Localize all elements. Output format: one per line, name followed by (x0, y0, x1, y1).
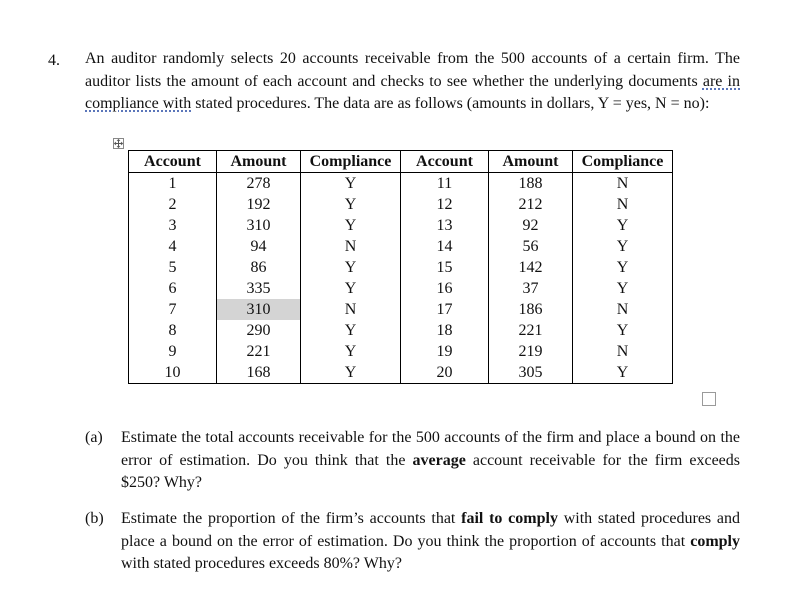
table-cell: Y (301, 278, 401, 299)
question-a (85, 427, 740, 495)
table-cell: 15 (401, 257, 489, 278)
table-cell: 14 (401, 236, 489, 257)
table-cell: N (573, 173, 673, 195)
table-cell: 219 (489, 341, 573, 362)
table-cell: Y (301, 215, 401, 236)
accounts-table (128, 150, 673, 384)
table-cell: Y (301, 362, 401, 384)
table-cell: 20 (401, 362, 489, 384)
table-cell: 37 (489, 278, 573, 299)
intro-text-1: An auditor randomly selects 20 accounts receivable from the 500 accounts of a certain firm. The auditor lists the amount of each account and checks to see whether the underlying documents (85, 50, 740, 90)
table-cell: Y (301, 257, 401, 278)
table-cell: 13 (401, 215, 489, 236)
table-cell: 290 (217, 320, 301, 341)
table-cell: Y (573, 320, 673, 341)
table-cell: 221 (489, 320, 573, 341)
question-b-text (121, 508, 740, 576)
table-cell: Y (573, 236, 673, 257)
table-move-handle-icon[interactable] (113, 138, 124, 149)
table-cell: 305 (489, 362, 573, 384)
table-cell: 94 (217, 236, 301, 257)
table-cell: 5 (129, 257, 217, 278)
question-b-label: (b) (85, 510, 104, 527)
table-cell: 6 (129, 278, 217, 299)
table-cell: N (301, 299, 401, 320)
table-cell: Y (573, 215, 673, 236)
question-b-text-3: with stated procedures exceeds 80%? Why? (121, 555, 402, 572)
table-cell: 212 (489, 194, 573, 215)
question-b-text-1: Estimate the proportion of the firm’s accounts that (121, 510, 462, 527)
table-cell: Y (573, 362, 673, 384)
table-cell: 17 (401, 299, 489, 320)
table-cell: 10 (129, 362, 217, 384)
header-account-1: Account (129, 151, 217, 173)
table-cell: N (573, 194, 673, 215)
table-cell: Y (301, 320, 401, 341)
table-cell: 2 (129, 194, 217, 215)
table-row (129, 173, 673, 195)
problem-number: 4. (48, 52, 60, 69)
table-cell: 12 (401, 194, 489, 215)
table-cell: 56 (489, 236, 573, 257)
table-cell: 4 (129, 236, 217, 257)
question-a-text-1: Estimate the total accounts receivable for the 500 accounts of the firm and place a bound on the error of estimation. Do you think that the (121, 429, 740, 469)
table-cell: 335 (217, 278, 301, 299)
table-cell: N (573, 341, 673, 362)
header-account-2: Account (401, 151, 489, 173)
question-a-text (121, 427, 740, 495)
question-b (85, 508, 740, 576)
table-cell: 1 (129, 173, 217, 195)
table-cell: 310 (217, 215, 301, 236)
header-compliance-2: Compliance (573, 151, 673, 173)
table-row (129, 362, 673, 384)
question-b-bold-comply: comply (690, 532, 740, 550)
table-cell: 18 (401, 320, 489, 341)
table-cell: 8 (129, 320, 217, 341)
header-compliance-1: Compliance (301, 151, 401, 173)
table-resize-handle[interactable] (702, 392, 716, 406)
table-cell: 86 (217, 257, 301, 278)
table-cell-selected[interactable]: 310 (217, 299, 301, 320)
table-row (129, 320, 673, 341)
table-cell: 192 (217, 194, 301, 215)
table-row (129, 215, 673, 236)
table-cell: 142 (489, 257, 573, 278)
table-cell: 168 (217, 362, 301, 384)
intro-text-2: stated procedures. The data are as follows (amounts in dollars, Y = yes, N = no): (191, 95, 710, 112)
table-cell: N (573, 299, 673, 320)
header-amount-2: Amount (489, 151, 573, 173)
table-row (129, 341, 673, 362)
table-cell: 9 (129, 341, 217, 362)
table-cell: Y (301, 341, 401, 362)
question-b-bold-fail-to-comply: fail to comply (461, 510, 558, 527)
table-cell: N (301, 236, 401, 257)
table-cell: 3 (129, 215, 217, 236)
intro-dotted-phrase: are in compliance with (85, 72, 740, 112)
table-cell: 92 (489, 215, 573, 236)
question-a-bold-average: average (412, 451, 466, 469)
table-row (129, 236, 673, 257)
table-row (129, 278, 673, 299)
table-cell: 188 (489, 173, 573, 195)
table-cell: 278 (217, 173, 301, 195)
table-cell: 186 (489, 299, 573, 320)
table-cell: 7 (129, 299, 217, 320)
table-cell: 11 (401, 173, 489, 195)
question-b-text-2: with stated procedures and place a bound on the error of estimation. Do you think the proportion of accounts that (121, 510, 740, 550)
question-a-label: (a) (85, 429, 103, 446)
table-row (129, 299, 673, 320)
question-a-text-2: account receivable for the firm exceeds $250? Why? (121, 451, 740, 491)
table-cell: Y (573, 278, 673, 299)
table-header-row (129, 151, 673, 173)
table-cell: Y (301, 173, 401, 195)
table-cell: 16 (401, 278, 489, 299)
header-amount-1: Amount (217, 151, 301, 173)
table-row (129, 194, 673, 215)
table-row (129, 257, 673, 278)
problem-intro (85, 48, 740, 116)
table-cell: 19 (401, 341, 489, 362)
table-cell: 221 (217, 341, 301, 362)
table-cell: Y (573, 257, 673, 278)
table-cell: Y (301, 194, 401, 215)
